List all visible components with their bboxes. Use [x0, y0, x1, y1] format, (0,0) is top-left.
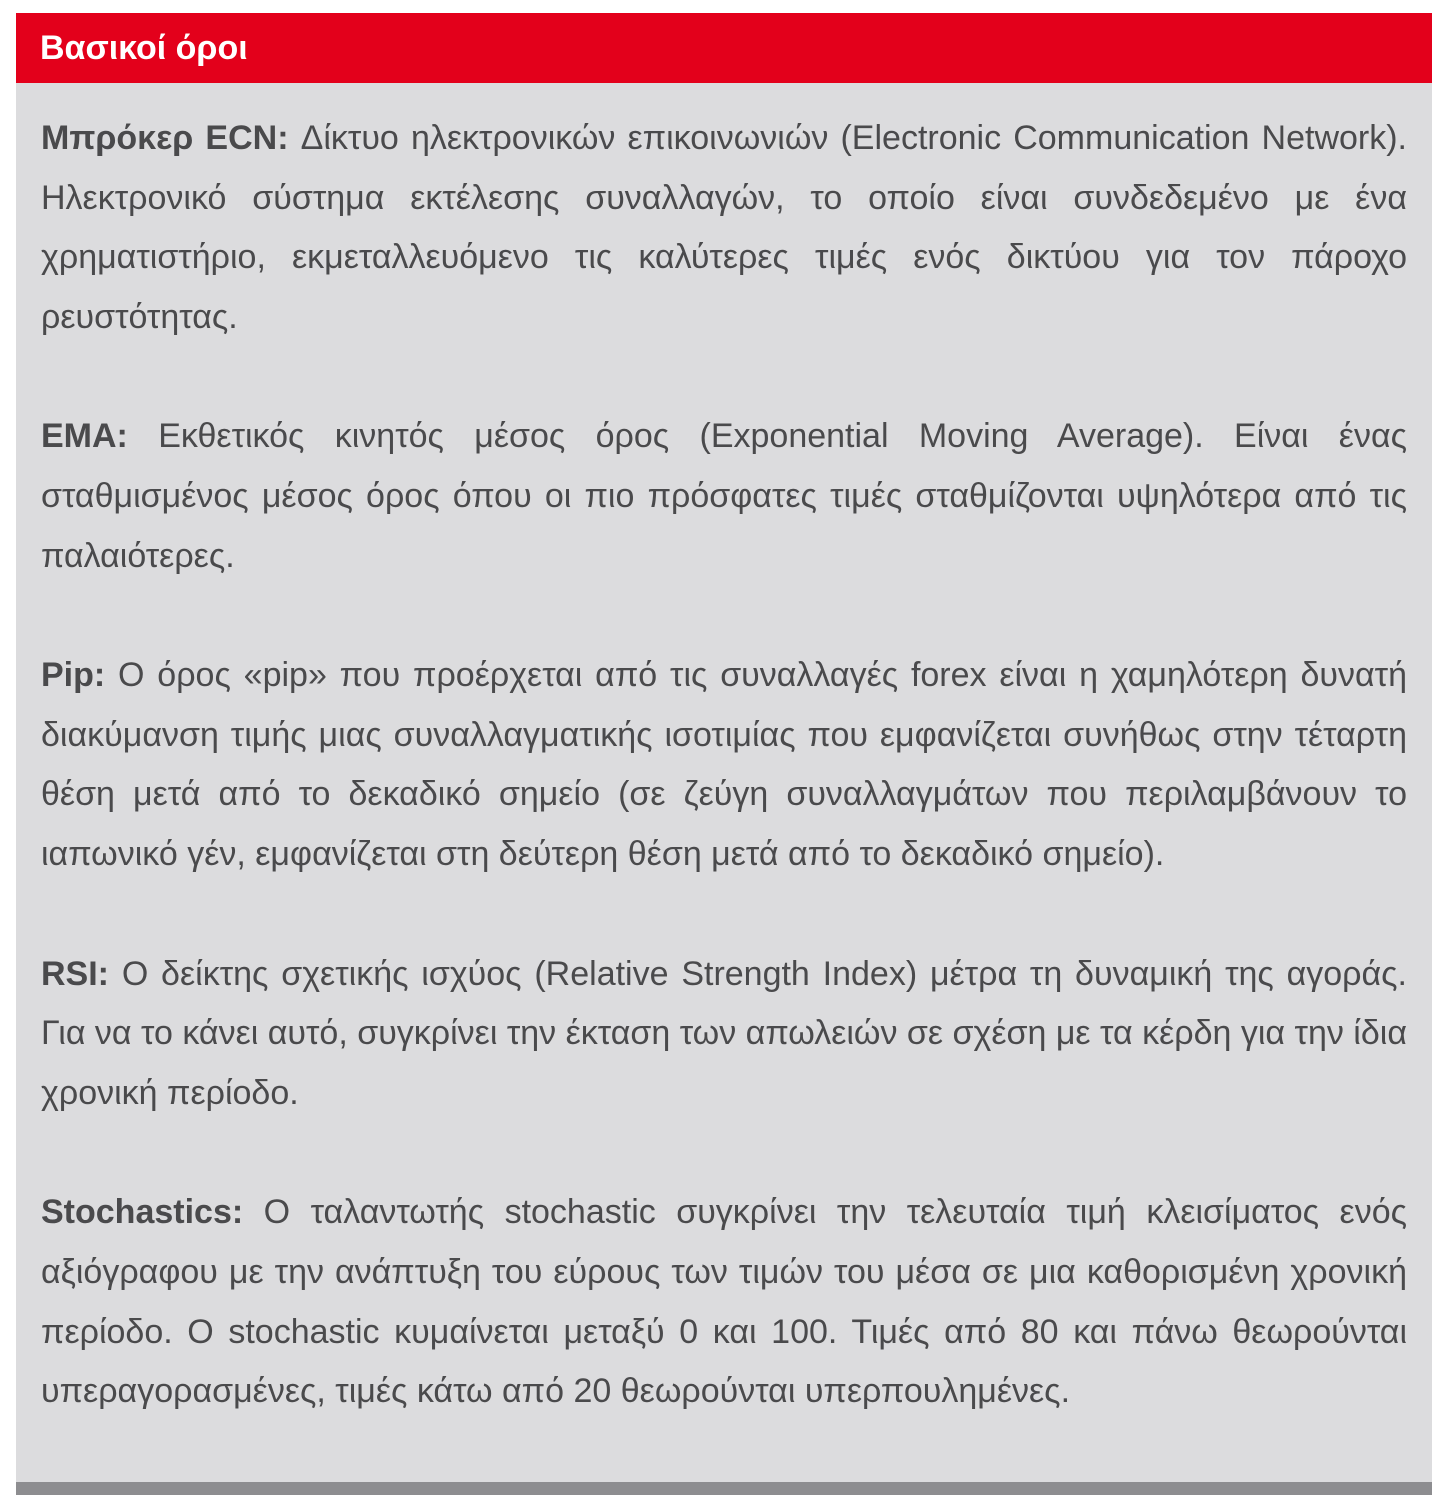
term-name: RSI: [41, 954, 109, 993]
term-name: Μπρόκερ ECN: [41, 119, 289, 157]
term-entry-pip [41, 646, 1407, 884]
term-definition: Ο όρος «pip» που προέρχεται από τις συναλλαγές forex είναι η χαμηλότερη δυνατή διακύμανση τιμής μιας συναλλαγματικής ισοτιμίας που εμφανίζεται συνήθως στην τέταρτη θέση μετά από το δεκαδικό σημείο (σε ζεύγη συναλλαγμάτων που περιλαμβάνουν το ιαπωνικό γέν, εμφανίζεται στη δεύτερη θέση μετά από το δεκαδικό σημείο). [41, 656, 1407, 873]
term-entry-ema [41, 407, 1407, 586]
term-definition: Δίκτυο ηλεκτρονικών επικοινωνιών (Electronic Communication Network). Ηλεκτρονικό σύστημα εκτέλεσης συναλλαγών, το οποίο είναι συνδεδεμένο με ένα χρηματιστήριο, εκμεταλλευόμενο τις καλύτερες τιμές ενός δικτύου για τον πάροχο ρευστότητας. [41, 119, 1407, 336]
term-definition: Εκθετικός κινητός μέσος όρος (Exponential Moving Average). Είναι ένας σταθμισμένος μέσος όρος όπου οι πιο πρόσφατες τιμές σταθμίζονται υψηλότερα από τις παλαιότερες. [41, 417, 1407, 575]
term-definition: Ο δείκτης σχετικής ισχύος (Relative Strength Index) μέτρα τη δυναμική της αγοράς. Για να το κάνει αυτό, συγκρίνει την έκταση των απωλειών σε σχέση με τα κέρδη για την ίδια χρονική περίοδο. [41, 954, 1407, 1112]
term-entry-rsi [41, 945, 1407, 1124]
glossary-box [16, 13, 1432, 1495]
term-entry-ecn [41, 109, 1407, 347]
term-name: EMA: [41, 417, 128, 456]
glossary-title: Βασικοί όροι [16, 13, 1432, 83]
term-name: Stochastics: [41, 1193, 244, 1232]
glossary-body [16, 83, 1432, 1422]
bottom-bar [16, 1482, 1432, 1495]
term-entry-stochastics [41, 1183, 1407, 1421]
term-name: Pip: [41, 656, 106, 695]
term-definition: Ο ταλαντωτής stochastic συγκρίνει την τελευταία τιμή κλεισίματος ενός αξιόγραφου με την ανάπτυξη του εύρους των τιμών του μέσα σε μια καθορισμένη χρονική περίοδο. Ο stochastic κυμαίνεται μεταξύ 0 και 100. Τιμές από 80 και πάνω θεωρούνται υπεραγορασμένες, τιμές κάτω από 20 θεωρούνται υπερπουλημένες. [41, 1193, 1407, 1411]
